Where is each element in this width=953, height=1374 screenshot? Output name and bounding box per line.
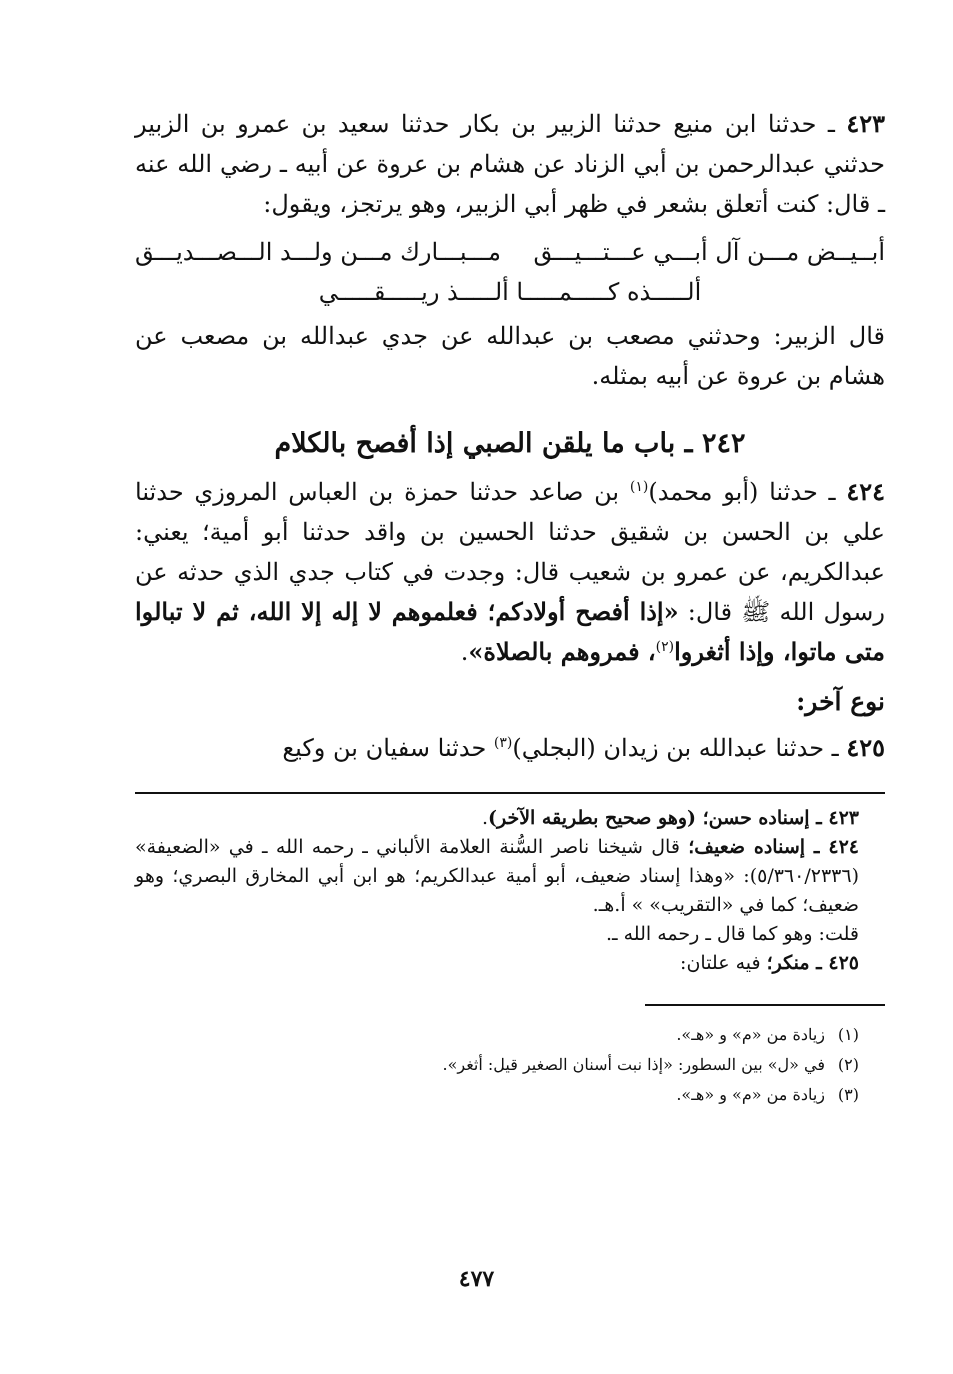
hadith-423 bbox=[135, 104, 885, 224]
note-number: ٤٢٥ bbox=[828, 952, 859, 974]
page-number: ٤٧٧ bbox=[458, 1266, 495, 1292]
footnote-number: (٣) bbox=[837, 1085, 859, 1104]
hadith-text-part1: ـ حدثنا عبدالله بن زيدان (البجلي) bbox=[512, 734, 847, 762]
note-text: فيه علتان: bbox=[680, 952, 767, 974]
hadith-text: ـ حدثنا ابن منيع حدثنا الزبير بن بكار حدثنا سعيد بن عمرو بن الزبير حدثني عبدالرحمن بن أبي الزناد عن هشام بن عروة عن أبيه ـ رضي الله عنه ـ قال: كنت أتعلق بشعر في ظهر أبي الزبير، وهو يرتجز، ويقول: bbox=[135, 110, 885, 218]
hadith-text-part2: حدثنا سفيان بن وكيع bbox=[282, 734, 494, 762]
note-grade: ـ إسناده حسن؛ (وهو صحيح بطريقه الآخر) bbox=[487, 807, 829, 829]
note-grade: ـ إسناده ضعيف؛ bbox=[688, 836, 829, 858]
footnotes bbox=[135, 1020, 885, 1110]
hadith-number: ٤٢٥ bbox=[846, 733, 885, 762]
prophetic-saying: «إذا أفصح أولادكم؛ فعلموهم لا إله إلا الله، ثم لا تبالوا متى ماتوا، وإذا أثغروا bbox=[135, 597, 885, 666]
footnotes-divider bbox=[645, 1004, 885, 1006]
note-423 bbox=[135, 804, 885, 833]
hadith-text-part2: بن صاعد حدثنا حمزة بن العباس المروزي حدثنا علي بن الحسن بن شقيق حدثنا الحسين بن واقد حدثنا أبو أمية؛ يعني: عبدالكريم، عن عمرو بن شعيب قال: وجدت في كتاب جدي الذي حدثه عن رسول الله ﷺ قال: bbox=[135, 478, 885, 626]
hadith-424 bbox=[135, 472, 885, 672]
footnote-2 bbox=[135, 1050, 859, 1080]
footnote-number: (١) bbox=[837, 1025, 859, 1044]
sentence-end: . bbox=[460, 638, 469, 666]
hadith-number: ٤٢٣ bbox=[846, 109, 885, 138]
note-424-comment: قلت: وهو كما قال ـ رحمه الله ـ. bbox=[605, 923, 859, 945]
hadith-425 bbox=[135, 728, 885, 768]
footnote-number: (٢) bbox=[837, 1055, 859, 1074]
poem bbox=[135, 232, 885, 312]
footnote-ref-1[interactable]: (١) bbox=[629, 479, 649, 495]
note-number: ٤٢٣ bbox=[828, 807, 859, 829]
footnote-text: زيادة من «م» و «هـ». bbox=[676, 1085, 825, 1104]
footnote-text: زيادة من «م» و «هـ». bbox=[676, 1025, 825, 1044]
note-424 bbox=[135, 833, 885, 920]
note-grade: ـ منكر؛ bbox=[766, 952, 829, 974]
hadith-text-part1: ـ حدثنا (أبو محمد) bbox=[648, 478, 847, 506]
poem-hemistich-right: أبــيــض مـــن آل أبـــي عـــتـــيـــق bbox=[533, 238, 885, 266]
page-content bbox=[135, 104, 885, 1110]
note-end: . bbox=[481, 807, 488, 829]
note-425 bbox=[135, 949, 885, 978]
footnote-1 bbox=[135, 1020, 859, 1050]
hadith-423-continuation: قال الزبير: وحدثني مصعب بن عبدالله عن جدي عبدالله بن مصعب عن هشام بن عروة عن أبيه بمثله. bbox=[135, 322, 885, 390]
notes-divider bbox=[135, 792, 885, 794]
note-text: قال شيخنا ناصر السُّنة العلامة الألباني ـ رحمه الله ـ في «الضعيفة» (٥/٣٦٠/٢٣٣٦): «وهذا إسناد ضعيف، أبو أمية عبدالكريم؛ هو ابن أبي المخارق البصري؛ وهو ضعيف؛ كما في «التقريب» » أ.هـ. bbox=[135, 836, 859, 916]
poem-line-2: ألـــــذه كـــــمـــــا ألـــــذ ريـــــقـــــي bbox=[318, 278, 702, 306]
footnote-ref-2[interactable]: (٢) bbox=[655, 639, 675, 655]
hadith-number: ٤٢٤ bbox=[846, 477, 885, 506]
verification-notes bbox=[135, 804, 885, 978]
prophetic-saying-end: ، فمروهم بالصلاة» bbox=[468, 637, 656, 666]
footnote-text: في «ل» بين السطور: «إذا نبت أسنان الصغير قيل: أثغر». bbox=[442, 1055, 825, 1074]
subheading: نوع آخر: bbox=[796, 687, 885, 716]
chapter-title: ٢٤٢ ـ باب ما يلقن الصبي إذا أفصح بالكلام bbox=[274, 428, 746, 459]
note-number: ٤٢٤ bbox=[828, 836, 860, 858]
poem-hemistich-left: مـــبـــارك مـــن ولـــد الـــصـــديـــق bbox=[135, 238, 502, 266]
poem-line-1 bbox=[135, 232, 885, 272]
footnote-ref-3[interactable]: (٣) bbox=[493, 735, 513, 751]
footnote-3 bbox=[135, 1080, 859, 1110]
